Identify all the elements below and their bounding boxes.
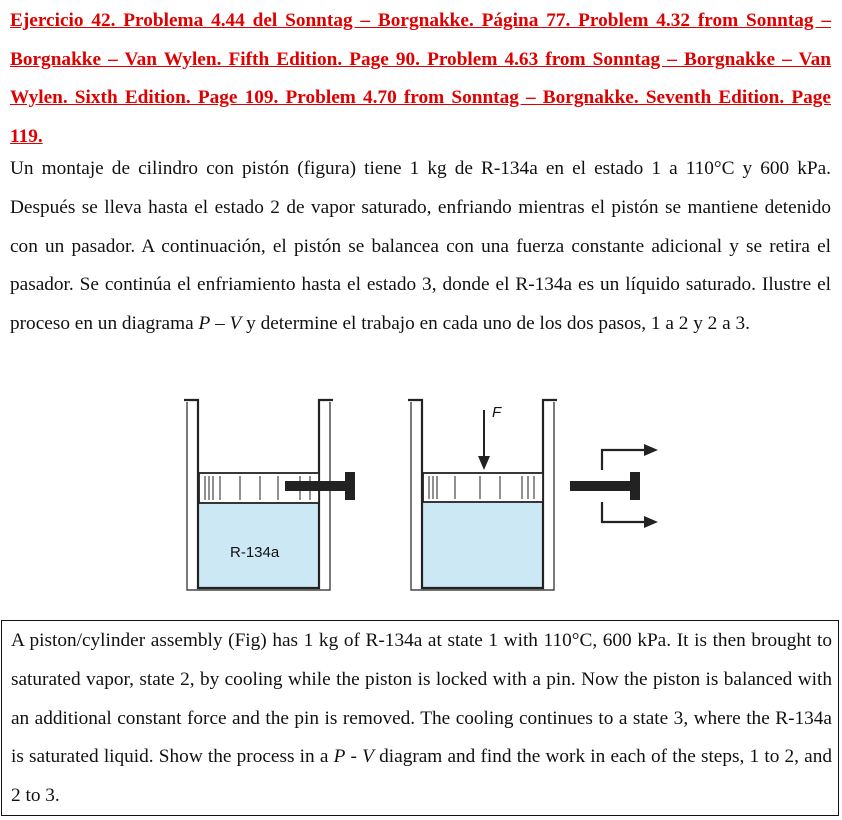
volume-variable: V xyxy=(229,313,242,335)
force-arrow-icon xyxy=(478,410,490,470)
exercise-heading xyxy=(10,2,831,156)
volume-variable-en: V xyxy=(362,746,374,768)
force-label: F xyxy=(492,404,502,421)
problem-statement-spanish xyxy=(10,150,831,344)
pv-dash-en: - xyxy=(345,746,363,768)
piston-cylinder-figure xyxy=(160,392,680,592)
pin-removed xyxy=(570,444,658,528)
cylinder-state-pinned xyxy=(184,400,355,590)
piston-cylinder-diagram xyxy=(160,392,680,592)
pressure-variable-en: P xyxy=(333,746,346,768)
cylinder-state-released xyxy=(408,400,557,590)
fluid-right xyxy=(423,502,543,588)
exercise-heading-text: Ejercicio 42. Problema 4.44 del Sonntag – Borgnakke. Página 77. Problem 4.32 from Sonntag – Borgnakke – Van Wylen. Fifth Edition. Page 90. Problem 4.63 from Sonntag – Borgnakke – Van Wylen. Sixth Edition. Page 109. Problem 4.70 from Sonntag – Borgnakke. Seventh Edition. Page 119. xyxy=(10,10,831,147)
spanish-text-part2: y determine el trabajo en cada uno de los dos pasos, 1 a 2 y 2 a 3. xyxy=(241,313,750,335)
pressure-variable: P xyxy=(198,313,211,335)
spanish-text-part1: Un montaje de cilindro con pistón (figura) tiene 1 kg de R-134a en el estado 1 a 110°C y 600 kPa. Después se lleva hasta el estado 2 de vapor saturado, enfriando mientras el pistón se mantiene detenido con un pasador. A continuación, el pistón se balancea con una fuerza constante adicional y se retira el pasador. Se continúa el enfriamiento hasta el estado 3, donde el R-134a es un líquido saturado. Ilustre el proceso en un diagrama xyxy=(10,158,831,335)
english-text-part1: A piston/cylinder assembly (Fig) has 1 kg of R-134a at state 1 with 110°C, 600 kPa. It is then brought to saturated vapor, state 2, by cooling while the piston is locked with a pin. Now the piston is balanced with an additional constant force and the pin is removed. The cooling continues to a state 3, where the R-134a is saturated liquid. Show the process in a xyxy=(11,630,832,768)
piston-right xyxy=(423,473,543,502)
english-text-part2: diagram and find the work in each of the steps, 1 to 2, and 2 to 3. xyxy=(11,746,832,807)
pv-dash: – xyxy=(210,313,230,335)
problem-statement-english-box xyxy=(1,620,839,816)
problem-statement-english xyxy=(11,622,832,816)
fluid-label: R-134a xyxy=(230,544,280,561)
